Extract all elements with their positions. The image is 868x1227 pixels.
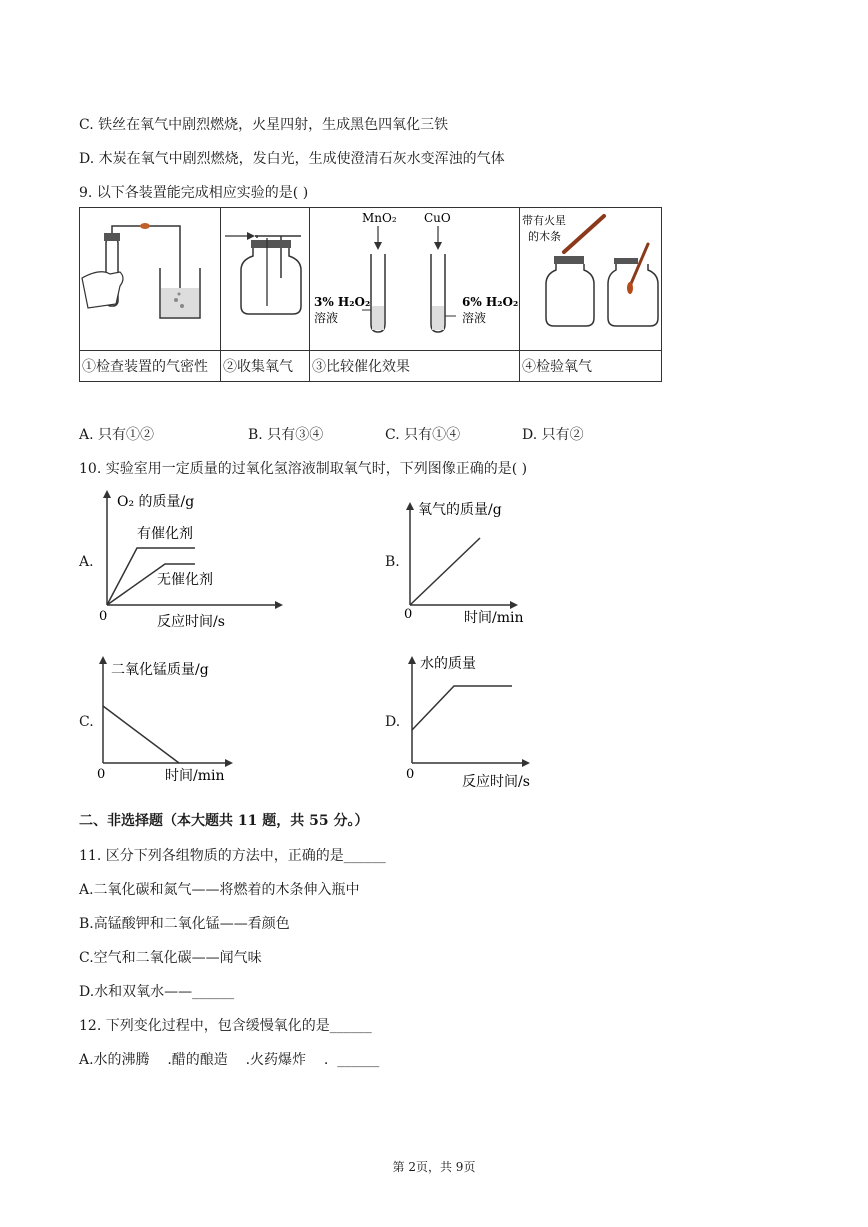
q11-option-c: C.空气和二氧化碳——闻气味	[79, 950, 262, 966]
h2o2-6-label: 6% H₂O₂	[462, 295, 519, 309]
graph-d-xlabel: 反应时间/s	[462, 774, 530, 790]
gas-collection-bottle-diagram	[221, 208, 309, 346]
q11-option-d: D.水和双氧水——______	[79, 984, 235, 1000]
catalyst-comparison-diagram	[310, 208, 519, 346]
graph-b	[400, 488, 540, 633]
page-footer: 第 2页，共 9页	[392, 1160, 476, 1174]
graph-a-curve-catalyst: 有催化剂	[137, 526, 193, 542]
graph-d	[400, 650, 540, 795]
graph-d-letter: D.	[385, 714, 401, 730]
option-c-previous: C. 铁丝在氧气中剧烈燃烧，火星四射，生成黑色四氧化三铁	[79, 117, 449, 133]
airtight-check-diagram	[80, 208, 220, 346]
glowing-splint-label-2: 的木条	[528, 230, 561, 243]
apparatus-4-cell	[520, 208, 662, 351]
cuo-label: CuO	[424, 211, 451, 225]
q9-option-d: D. 只有②	[522, 427, 584, 443]
graph-b-letter: B.	[385, 554, 400, 570]
mno2-label: MnO₂	[362, 211, 397, 225]
question-12: 12. 下列变化过程中，包含缓慢氧化的是______	[79, 1018, 372, 1034]
q11-option-b: B.高锰酸钾和二氧化锰——看颜色	[79, 916, 290, 932]
graph-a-origin: 0	[99, 609, 108, 624]
q9-option-a: A. 只有①②	[79, 427, 155, 443]
apparatus-1-cell	[80, 208, 221, 351]
caption-1: ①检查装置的气密性	[80, 351, 221, 382]
apparatus-3-cell	[310, 208, 520, 351]
question-10: 10. 实验室用一定质量的过氧化氢溶液制取氧气时，下列图像正确的是( )	[79, 461, 528, 477]
oxygen-test-diagram	[520, 208, 661, 346]
caption-2: ②收集氧气	[221, 351, 310, 382]
question-9: 9. 以下各装置能完成相应实验的是( )	[79, 185, 309, 201]
section-2-heading: 二、非选择题（本大题共 11 题，共 55 分。）	[79, 813, 369, 829]
caption-4: ④检验氧气	[520, 351, 662, 382]
apparatus-2-cell	[221, 208, 310, 351]
graph-c-origin: 0	[97, 767, 106, 782]
graph-d-ylabel: 水的质量	[420, 656, 476, 672]
graph-a-ylabel: O₂ 的质量/g	[117, 494, 195, 510]
q9-option-b: B. 只有③④	[248, 427, 324, 443]
graph-b-origin: 0	[404, 607, 413, 622]
graph-c-letter: C.	[79, 714, 94, 730]
graph-c-xlabel: 时间/min	[165, 768, 225, 784]
graph-a-letter: A.	[79, 554, 94, 570]
q9-option-c: C. 只有①④	[385, 427, 461, 443]
h2o2-3-label: 3% H₂O₂	[314, 295, 371, 309]
graph-d-origin: 0	[406, 767, 415, 782]
question-11: 11. 区分下列各组物质的方法中，正确的是______	[79, 848, 386, 864]
graph-c	[93, 650, 243, 790]
graph-a	[95, 488, 285, 633]
glowing-splint-label: 带有火星	[522, 214, 566, 227]
graph-b-ylabel: 氧气的质量/g	[418, 502, 502, 518]
q11-option-a: A.二氧化碳和氮气——将燃着的木条伸入瓶中	[79, 882, 360, 898]
solution-label-1: 溶液	[314, 311, 339, 325]
graph-c-ylabel: 二氧化锰质量/g	[111, 662, 209, 678]
graph-a-xlabel: 反应时间/s	[157, 614, 225, 630]
solution-label-2: 溶液	[462, 311, 487, 325]
q9-apparatus-table	[79, 207, 662, 382]
q12-options: A.水的沸腾 .醋的酿造 .火药爆炸 . ______	[79, 1052, 380, 1068]
option-d-previous: D. 木炭在氧气中剧烈燃烧，发白光，生成使澄清石灰水变浑浊的气体	[79, 151, 505, 167]
graph-a-curve-no-catalyst: 无催化剂	[157, 572, 213, 588]
caption-3: ③比较催化效果	[310, 351, 520, 382]
graph-b-xlabel: 时间/min	[464, 610, 524, 626]
